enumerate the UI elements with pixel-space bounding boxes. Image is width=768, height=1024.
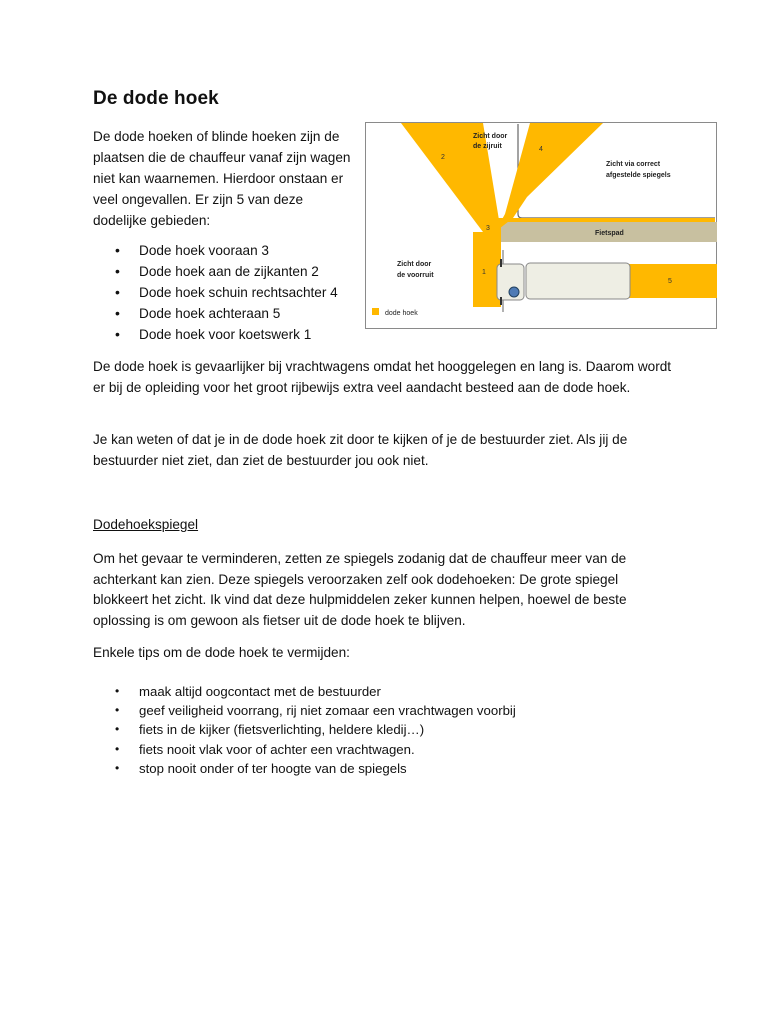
zone-number-4: 4 — [539, 146, 543, 153]
blind-spot-diagram-svg — [365, 122, 717, 329]
paragraph-truck-danger: De dode hoek is gevaarlijker bij vrachtwagens omdat het hooggelegen en lang is. Daarom wordt er bij de opleiding voor het groot rijbewijs extra veel aandacht besteed aan de dode hoek. — [93, 359, 672, 395]
paragraph-tips-intro: Enkele tips om de dode hoek te vermijden: — [93, 645, 350, 660]
blind-spot-zone-5 — [629, 264, 717, 298]
label-mirror-1: Zicht via correct — [606, 161, 661, 168]
label-front-2: de voorruit — [397, 272, 434, 279]
intro-paragraph: De dode hoeken of blinde hoeken zijn de plaatsen die de chauffeur vanaf zijn wagen niet kan waarnemen. Hierdoor onstaan er veel ongevallen. Er zijn 5 van deze dodelijke gebieden: — [93, 129, 351, 228]
blind-spot-diagram — [365, 122, 717, 329]
list-item: • maak altijd oogcontact met de bestuurder — [93, 682, 653, 701]
section-heading-mirror: Dodehoekspiegel — [93, 517, 199, 532]
list-item: • Dode hoek voor koetswerk 1 — [93, 324, 363, 345]
label-bike-path: Fietspad — [595, 230, 624, 237]
page-title: De dode hoek — [93, 88, 219, 109]
list-item: • fiets nooit vlak voor of achter een vrachtwagen. — [93, 740, 653, 759]
label-mirror-2: afgestelde spiegels — [606, 172, 671, 179]
paragraph-mirrors: Om het gevaar te verminderen, zetten ze spiegels zodanig dat de chauffeur meer van de achterkant kan zien. Deze spiegels veroorzaken zelf ook dodehoeken: De grote spiegel blokkeert het zicht. Ik vind dat deze hulpmiddelen zeker kunnen helpen, hoewel de beste oplossing is om gewoon als fietser uit de dode hoek te blijven. — [93, 551, 627, 628]
label-side-view-1: Zicht door — [473, 133, 508, 140]
zone-number-1: 1 — [482, 269, 486, 276]
label-front-1: Zicht door — [397, 261, 432, 268]
truck-trailer — [526, 263, 630, 299]
mirror-bottom — [500, 297, 502, 305]
list-item: • stop nooit onder of ter hoogte van de spiegels — [93, 759, 653, 778]
list-item: • Dode hoek vooraan 3 — [93, 240, 363, 261]
list-item: • Dode hoek achteraan 5 — [93, 303, 363, 324]
legend-label: dode hoek — [385, 310, 418, 317]
zone-number-3: 3 — [486, 225, 490, 232]
mirror-top — [500, 259, 502, 267]
list-item: • Dode hoek aan de zijkanten 2 — [93, 261, 363, 282]
list-item: • geef veiligheid voorrang, rij niet zomaar een vrachtwagen voorbij — [93, 701, 653, 720]
driver-marker — [509, 287, 519, 297]
tips-list — [93, 682, 653, 778]
list-item: • fiets in de kijker (fietsverlichting, heldere kledij…) — [93, 720, 653, 739]
zone-number-2: 2 — [441, 154, 445, 161]
blind-spot-zone-list — [93, 240, 363, 345]
legend-swatch — [372, 308, 379, 315]
label-side-view-2: de zijruit — [473, 143, 502, 150]
zone-number-5: 5 — [668, 278, 672, 285]
paragraph-driver-visibility: Je kan weten of dat je in de dode hoek zit door te kijken of je de bestuurder ziet. Als jij de bestuurder niet ziet, dan ziet de bestuurder jou ook niet. — [93, 432, 628, 468]
list-item: • Dode hoek schuin rechtsachter 4 — [93, 282, 363, 303]
